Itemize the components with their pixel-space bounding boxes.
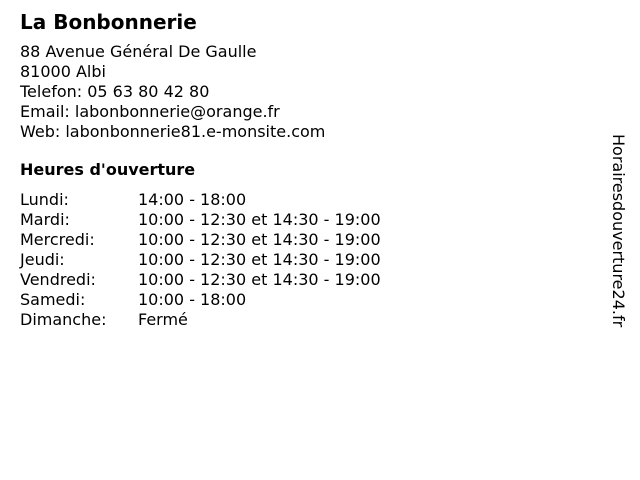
hours-row-jeudi	[20, 250, 600, 270]
hours-row-dimanche	[20, 310, 600, 330]
day-label: Jeudi:	[20, 250, 65, 269]
time-value: 10:00 - 12:30 et 14:30 - 19:00	[138, 210, 381, 229]
hours-row-samedi	[20, 290, 600, 310]
time-value: Fermé	[138, 310, 188, 329]
contact-info	[20, 42, 600, 142]
email-line: Email: labonbonnerie@orange.fr	[20, 102, 280, 121]
hours-row-vendredi	[20, 270, 600, 290]
hours-row-mercredi	[20, 230, 600, 250]
hours-row-lundi	[20, 190, 600, 210]
web-line: Web: labonbonnerie81.e-monsite.com	[20, 122, 326, 141]
address-city: 81000 Albi	[20, 62, 106, 81]
hours-row-mardi	[20, 210, 600, 230]
time-value: 14:00 - 18:00	[138, 190, 247, 209]
day-label: Mardi:	[20, 210, 70, 229]
phone-line: Telefon: 05 63 80 42 80	[20, 82, 210, 101]
address-street: 88 Avenue Général De Gaulle	[20, 42, 257, 61]
day-label: Dimanche:	[20, 310, 107, 329]
shop-name: La Bonbonnerie	[20, 10, 197, 34]
time-value: 10:00 - 18:00	[138, 290, 247, 309]
day-label: Vendredi:	[20, 270, 96, 289]
opening-hours-heading: Heures d'ouverture	[20, 160, 196, 179]
day-label: Samedi:	[20, 290, 86, 309]
time-value: 10:00 - 12:30 et 14:30 - 19:00	[138, 270, 381, 289]
day-label: Lundi:	[20, 190, 69, 209]
opening-hours-table	[20, 190, 600, 330]
shop-card	[20, 10, 600, 330]
site-watermark: Horairesdouverture24.fr	[609, 134, 628, 328]
day-label: Mercredi:	[20, 230, 95, 249]
time-value: 10:00 - 12:30 et 14:30 - 19:00	[138, 250, 381, 269]
time-value: 10:00 - 12:30 et 14:30 - 19:00	[138, 230, 381, 249]
